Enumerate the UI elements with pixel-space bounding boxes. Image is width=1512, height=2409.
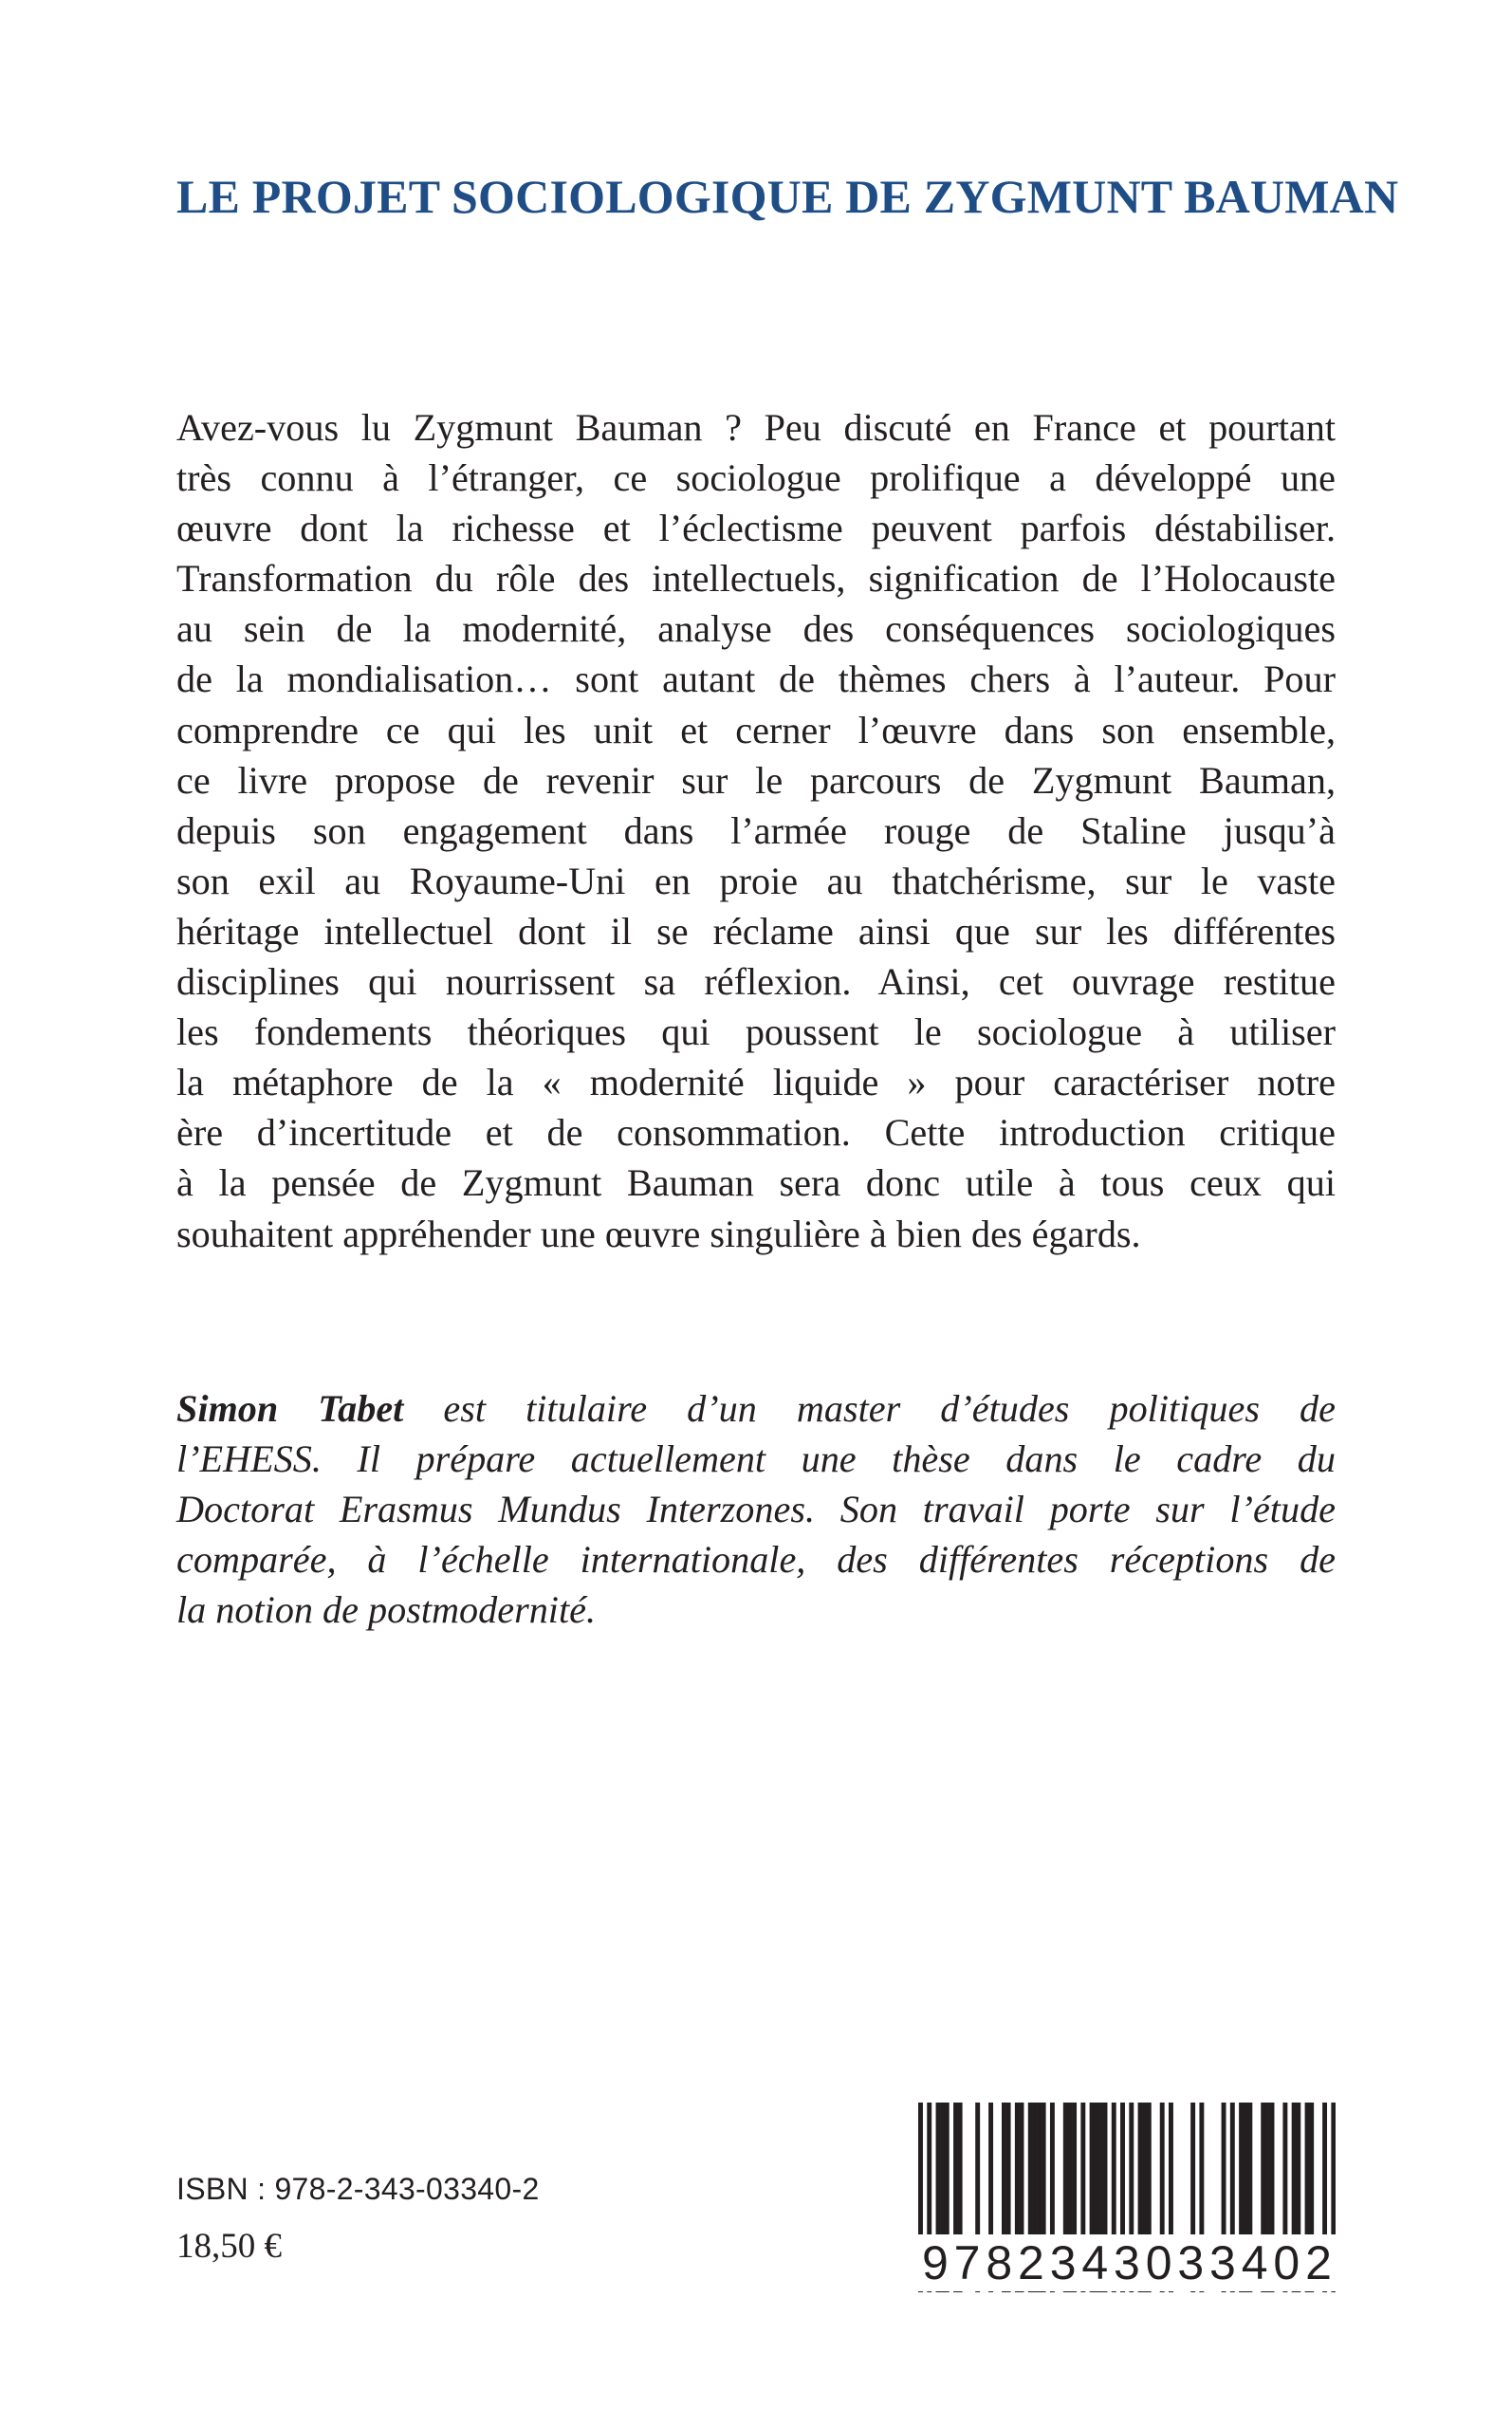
summary-line: disciplines qui nourrissent sa réflexion. Ainsi, cet ouvrage restitue	[176, 960, 1336, 1004]
summary-line: souhaitent appréhender une œuvre singulière à bien des égards.	[176, 1212, 1141, 1255]
author-bio-line: la notion de postmodernité.	[176, 1588, 597, 1632]
barcode-digit: 3	[1049, 2236, 1077, 2289]
summary-line: très connu à l’étranger, ce sociologue prolifique a développé une	[176, 456, 1336, 500]
summary-line: les fondements théoriques qui poussent le sociologue à utiliser	[176, 1010, 1336, 1054]
barcode-digit: 3	[1209, 2236, 1236, 2289]
author-bio-line	[176, 1383, 1336, 1434]
barcode-digit: 2	[1018, 2236, 1044, 2289]
author-bio-line: l’EHESS. Il prépare actuellement une thèse dans le cadre du	[176, 1437, 1336, 1481]
book-summary	[176, 402, 1336, 1259]
barcode-digit: 3	[1177, 2236, 1205, 2289]
barcode-digit: 3	[1114, 2236, 1140, 2289]
summary-line: de la mondialisation… sont autant de thèmes chers à l’auteur. Pour	[176, 658, 1336, 701]
summary-line: œuvre dont la richesse et l’éclectisme peuvent parfois déstabiliser.	[176, 507, 1336, 550]
barcode-digits	[918, 2234, 1336, 2291]
summary-line: Transformation du rôle des intellectuels, signification de l’Holocauste	[176, 557, 1336, 601]
barcode-digit: 4	[1081, 2236, 1109, 2289]
barcode-digit: 9	[922, 2236, 949, 2289]
summary-line: ère d’incertitude et de consommation. Cette introduction critique	[176, 1111, 1336, 1155]
book-title: LE PROJET SOCIOLOGIQUE DE ZYGMUNT BAUMAN	[176, 170, 1399, 223]
barcode-digit: 7	[953, 2236, 981, 2289]
summary-line: au sein de la modernité, analyse des conséquences sociologiques	[176, 607, 1336, 651]
author-bio-line: comparée, à l’échelle internationale, des différentes réceptions de	[176, 1538, 1336, 1582]
author-bio-text: est titulaire d’un master d’études politiques de	[403, 1387, 1336, 1430]
summary-line: ce livre propose de revenir sur le parcours de Zygmunt Bauman,	[176, 758, 1336, 802]
author-bio-line: Doctorat Erasmus Mundus Interzones. Son travail porte sur l’étude	[176, 1488, 1336, 1531]
summary-line: héritage intellectuel dont il se réclame ainsi que sur les différentes	[176, 909, 1336, 953]
summary-line: à la pensée de Zygmunt Bauman sera donc utile à tous ceux qui	[176, 1161, 1336, 1205]
barcode-digit: 8	[986, 2236, 1013, 2289]
barcode-digit: 2	[1305, 2236, 1332, 2289]
summary-line: Avez-vous lu Zygmunt Bauman ? Peu discuté en France et pourtant	[176, 406, 1336, 449]
summary-line: son exil au Royaume-Uni en proie au thatchérisme, sur le vaste	[176, 859, 1336, 902]
barcode-digit: 4	[1241, 2236, 1268, 2289]
price-label: 18,50 €	[176, 2227, 282, 2266]
isbn-label: ISBN : 978-2-343-03340-2	[176, 2172, 540, 2206]
author-name: Simon Tabet	[176, 1387, 404, 1430]
summary-line: la métaphore de la « modernité liquide » pour caractériser notre	[176, 1061, 1336, 1104]
summary-line: comprendre ce qui les unit et cerner l’œuvre dans son ensemble,	[176, 708, 1336, 751]
author-bio	[176, 1383, 1336, 1635]
summary-line: depuis son engagement dans l’armée rouge de Staline jusqu’à	[176, 808, 1336, 852]
barcode-digit: 0	[1145, 2236, 1172, 2289]
barcode-digit: 0	[1273, 2236, 1300, 2289]
